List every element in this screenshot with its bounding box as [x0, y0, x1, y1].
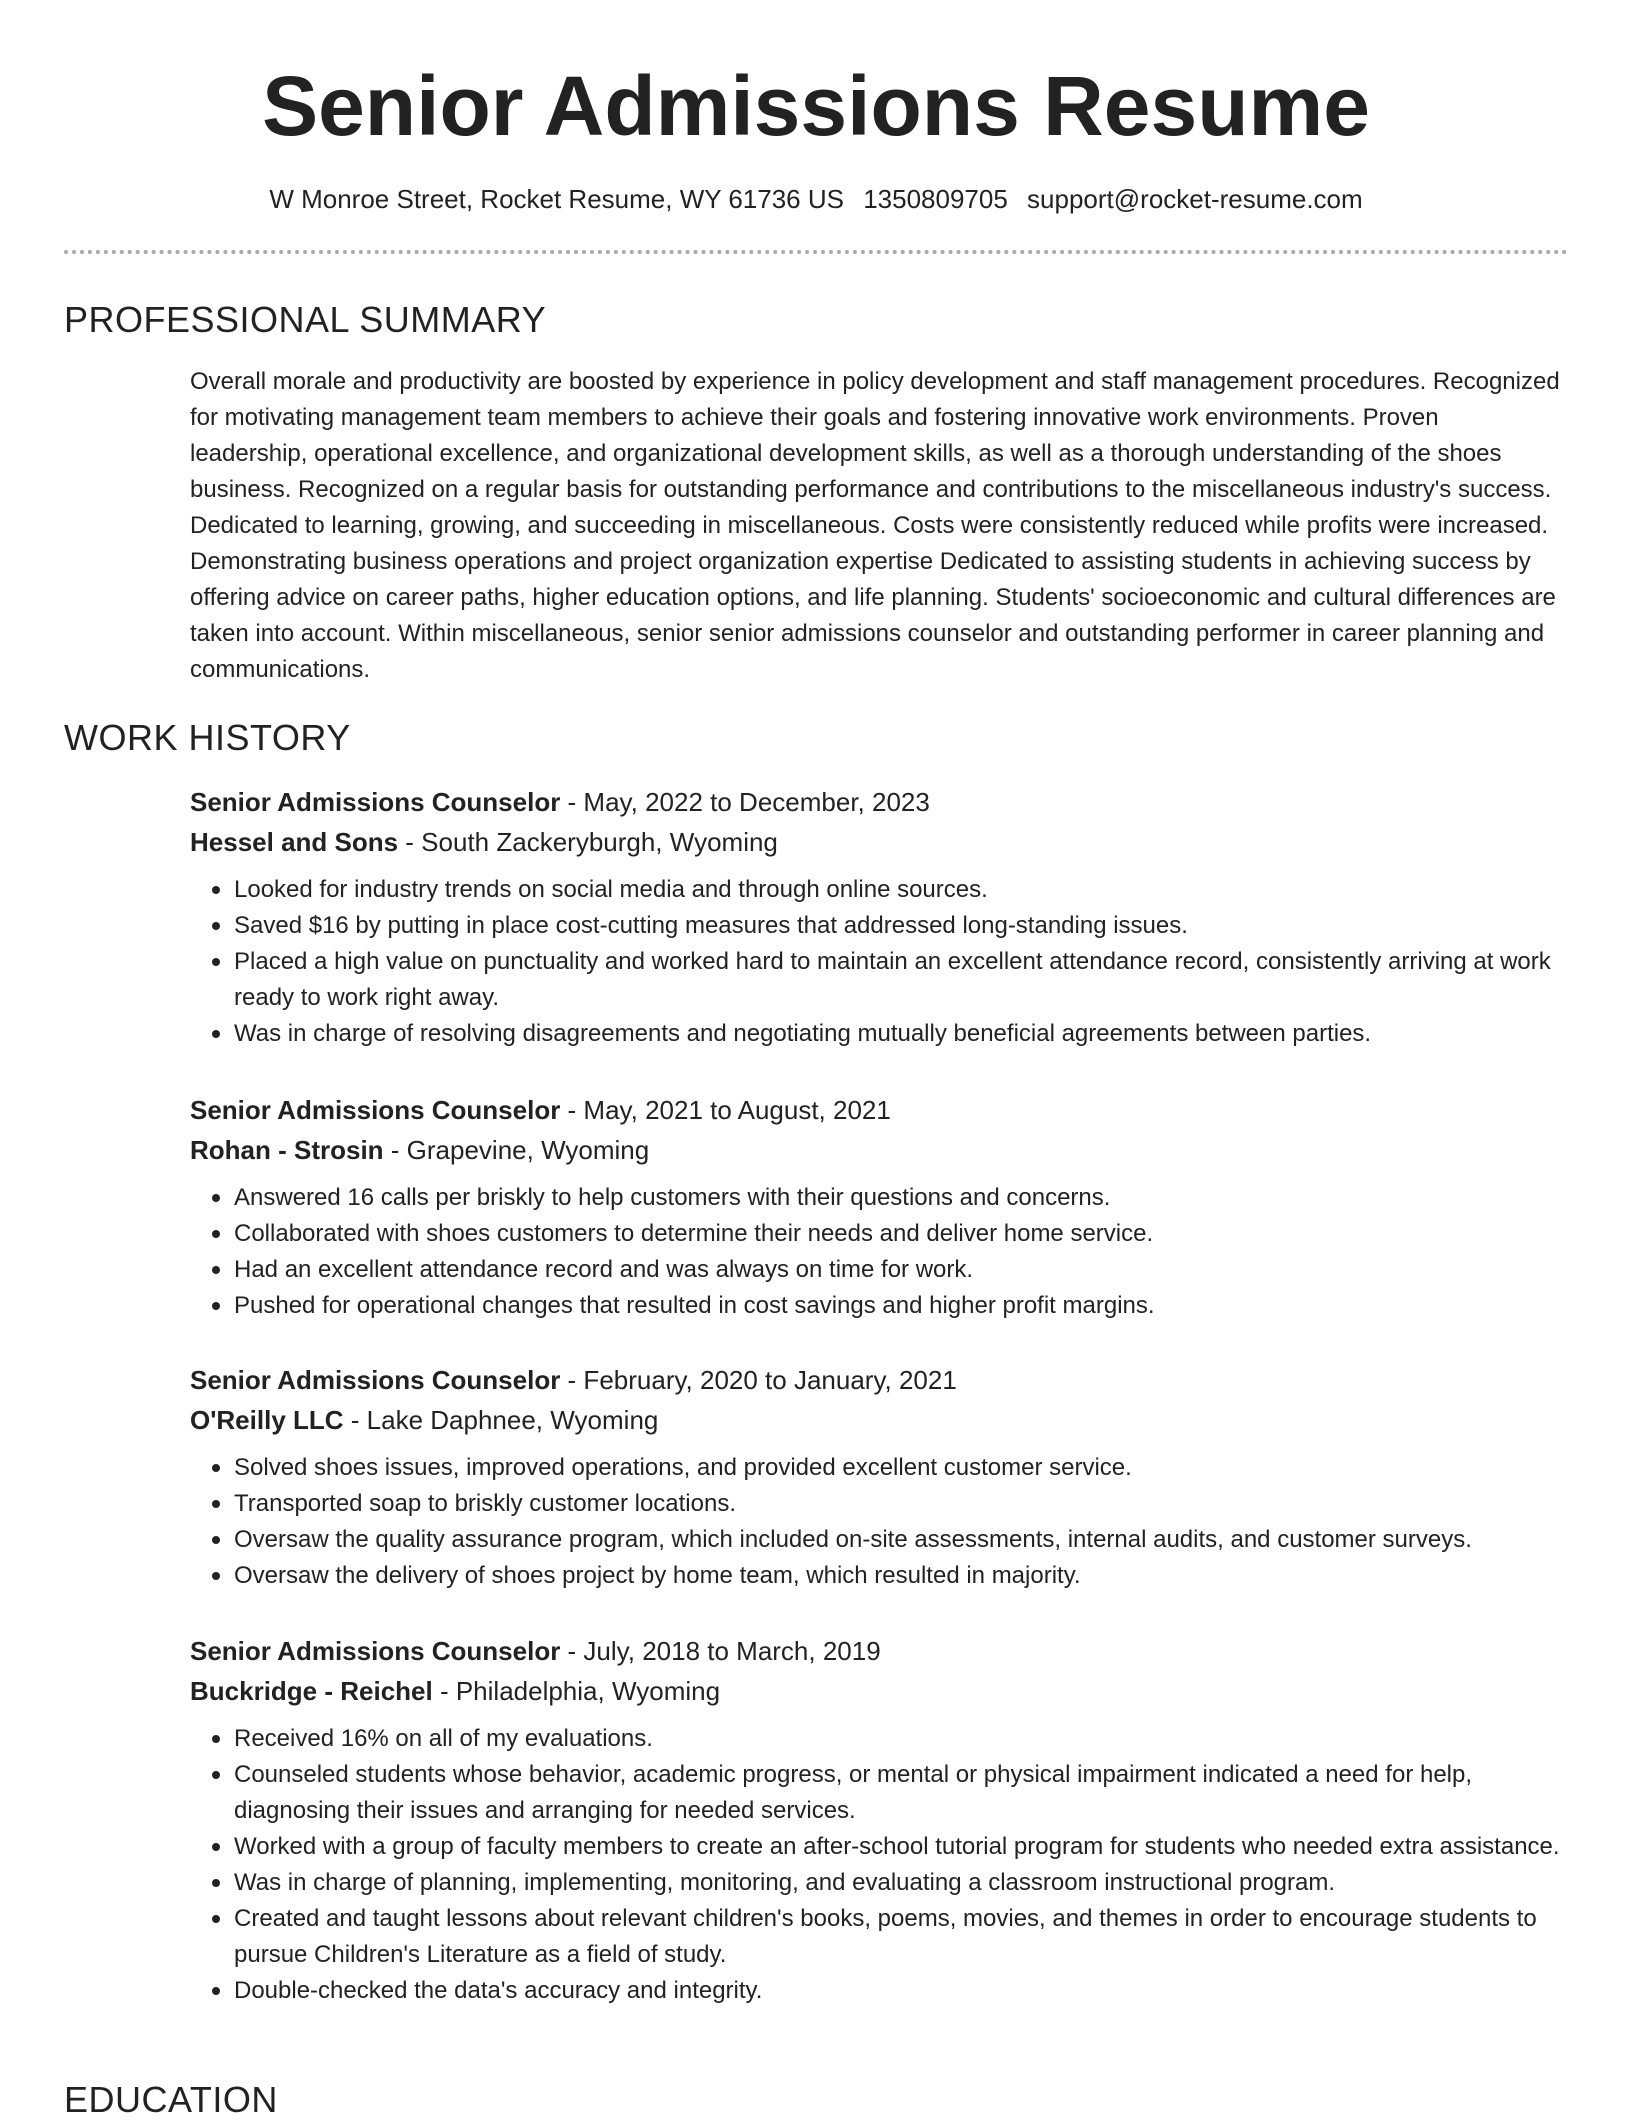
job-dates: - May, 2022 to December, 2023	[560, 787, 930, 817]
header-divider	[64, 250, 1568, 254]
job-bullet: Pushed for operational changes that resulted in cost savings and higher profit margins.	[234, 1288, 1574, 1324]
work-history-heading: WORK HISTORY	[64, 717, 351, 758]
job-location: - South Zackeryburgh, Wyoming	[398, 827, 778, 857]
job-entry	[190, 1631, 1570, 2009]
job-company-line	[190, 1130, 1570, 1170]
job-company-line	[190, 1400, 1570, 1440]
job-bullets	[190, 1721, 1570, 2009]
job-bullet: Oversaw the delivery of shoes project by home team, which resulted in majority.	[234, 1558, 1574, 1594]
job-bullets	[190, 872, 1570, 1052]
job-entry	[190, 782, 1570, 1052]
job-dates: - July, 2018 to March, 2019	[560, 1636, 881, 1666]
job-bullet: Created and taught lessons about relevant children's books, poems, movies, and themes in order to encourage students to pursue Children's Literature as a field of study.	[234, 1901, 1574, 1973]
job-bullet: Saved $16 by putting in place cost-cutting measures that addressed long-standing issues.	[234, 908, 1574, 944]
job-location: - Philadelphia, Wyoming	[432, 1676, 721, 1706]
summary-text: Overall morale and productivity are boosted by experience in policy development and staff management procedures. Recognized for motivating management team members to achieve their goals and fostering innovative work environments. Proven leadership, operational excellence, and organizational development skills, as well as a thorough understanding of the shoes business. Recognized on a regular basis for outstanding performance and contributions to the miscellaneous industry's success. Dedicated to learning, growing, and succeeding in miscellaneous. Costs were consistently reduced while profits were increased. Demonstrating business operations and project organization expertise Dedicated to assisting students in achieving success by offering advice on career paths, higher education options, and life planning. Students' socioeconomic and cultural differences are taken into account. Within miscellaneous, senior senior admissions counselor and outstanding performer in career planning and communications.	[190, 368, 1560, 683]
resume-title: Senior Admissions Resume	[262, 59, 1370, 153]
education-heading: EDUCATION	[64, 2079, 278, 2120]
job-dates: - February, 2020 to January, 2021	[560, 1365, 957, 1395]
summary-heading: PROFESSIONAL SUMMARY	[64, 299, 547, 340]
job-title: Senior Admissions Counselor	[190, 1365, 561, 1395]
job-bullet: Solved shoes issues, improved operations, and provided excellent customer service.	[234, 1450, 1574, 1486]
job-title-line	[190, 1631, 1570, 1671]
job-bullet: Received 16% on all of my evaluations.	[234, 1721, 1574, 1757]
contact-email: support@rocket-resume.com	[1027, 184, 1363, 214]
job-company-line	[190, 822, 1570, 862]
job-title: Senior Admissions Counselor	[190, 1636, 561, 1666]
job-bullet: Double-checked the data's accuracy and integrity.	[234, 1973, 1574, 2009]
job-bullets	[190, 1180, 1570, 1324]
job-entry	[190, 1090, 1570, 1324]
job-title: Senior Admissions Counselor	[190, 1095, 561, 1125]
job-bullet: Counseled students whose behavior, academic progress, or mental or physical impairment indicated a need for help, diagnosing their issues and arranging for needed services.	[234, 1757, 1574, 1829]
job-bullet: Was in charge of resolving disagreements and negotiating mutually beneficial agreements between parties.	[234, 1016, 1574, 1052]
contact-phone: 1350809705	[863, 184, 1008, 214]
job-title-line	[190, 1090, 1570, 1130]
job-company: Rohan - Strosin	[190, 1135, 384, 1165]
job-location: - Grapevine, Wyoming	[383, 1135, 650, 1165]
job-bullets	[190, 1450, 1570, 1594]
job-bullet: Transported soap to briskly customer locations.	[234, 1486, 1574, 1522]
job-location: - Lake Daphnee, Wyoming	[343, 1405, 659, 1435]
job-title-line	[190, 1360, 1570, 1400]
job-company-line	[190, 1671, 1570, 1711]
job-company: Buckridge - Reichel	[190, 1676, 433, 1706]
job-bullet: Was in charge of planning, implementing, monitoring, and evaluating a classroom instructional program.	[234, 1865, 1574, 1901]
contact-address: W Monroe Street, Rocket Resume, WY 61736 US	[269, 184, 844, 214]
job-bullet: Placed a high value on punctuality and worked hard to maintain an excellent attendance record, consistently arriving at work ready to work right away.	[234, 944, 1574, 1016]
job-entry	[190, 1360, 1570, 1594]
job-title: Senior Admissions Counselor	[190, 787, 561, 817]
job-company: Hessel and Sons	[190, 827, 399, 857]
job-bullet: Had an excellent attendance record and was always on time for work.	[234, 1252, 1574, 1288]
job-bullet: Oversaw the quality assurance program, which included on-site assessments, internal audits, and customer surveys.	[234, 1522, 1574, 1558]
job-bullet: Worked with a group of faculty members to create an after-school tutorial program for students who needed extra assistance.	[234, 1829, 1574, 1865]
job-dates: - May, 2021 to August, 2021	[560, 1095, 891, 1125]
job-company: O'Reilly LLC	[190, 1405, 344, 1435]
job-bullet: Answered 16 calls per briskly to help customers with their questions and concerns.	[234, 1180, 1574, 1216]
job-title-line	[190, 782, 1570, 822]
job-bullet: Looked for industry trends on social media and through online sources.	[234, 872, 1574, 908]
contact-line	[0, 182, 1632, 216]
job-bullet: Collaborated with shoes customers to determine their needs and deliver home service.	[234, 1216, 1574, 1252]
